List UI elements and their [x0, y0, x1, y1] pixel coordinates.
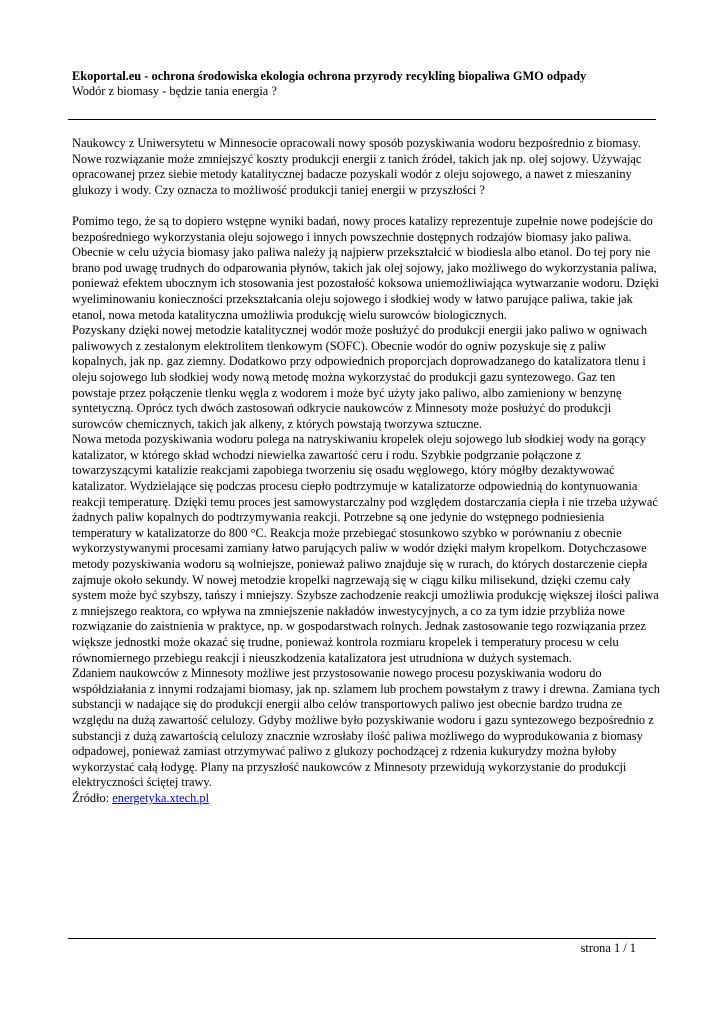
article-body [72, 136, 662, 807]
source-label: Źródło: [72, 790, 113, 805]
article-paragraph: Pozyskany dzięki nowej metodzie katalitycznej wodór może posłużyć do produkcji energii jako paliwo w ogniwach paliwowych z zestalonym elektrolitem tlenkowym (SOFC). Obecnie wodór do ogniw pozyskuje się z paliw kopalnych, jak np. gaz ziemny. Dodatkowo przy odpowiednich proporcjach doprowadzanego do katalizatora tlenu i oleju sojowego lub słodkiej wody nową metodę można wykorzystać do produkcji gazu syntezowego. Gaz ten powstaje przez połączenie tlenku węgla z wodorem i może być użyty jako paliwo, albo zamieniony w benzynę syntetyczną. Oprócz tych dwóch zastosowań odkrycie naukowców z Minnesoty może posłużyć do produkcji surowców chemicznych, takich jak alkeny, z których powstają tworzywa sztuczne. [72, 323, 648, 431]
header-divider [68, 119, 656, 120]
source-link[interactable]: energetyka.xtech.pl [112, 790, 210, 805]
article-paragraph: Zdaniem naukowców z Minnesoty możliwe jest przystosowanie nowego procesu pozyskiwania wodoru do współdziałania z innymi rodzajami biomasy, jak np. szlamem lub prochem powstałym z trawy i drewna. Zamiana tych substancji w nadające się do produkcji energii albo celów transportowych paliwo jest obecnie bardzo trudna ze względu na dużą zawartość celulozy. Gdyby możliwe było pozyskiwanie wodoru i gazu syntezowego bezpośrednio z substancji z dużą zawartością celulozy znacznie wzrosłaby ilość paliwa możliwego do wyprodukowania z biomasy odpadowej, ponieważ zamiast otrzymywać paliwo z glukozy pochodzącej z rdzenia kukurydzy można byłoby wykorzystać całą łodygę. Plany na przyszłość naukowców z Minnesoty przewidują wykorzystanie do produkcji elektryczności ściętej trawy. [72, 666, 660, 790]
article-paragraph: Nowa metoda pozyskiwania wodoru polega na natryskiwaniu kropelek oleju sojowego lub słodkiej wody na gorący katalizator, w którego skład wchodzi niewielka zawartość ceru i rodu. Szybkie podgrzanie połączone z towarzyszącymi katalizie reakcjami zapobiega tworzeniu się osadu węglowego, który mógłby dezaktywować katalizator. Wydzielające się podczas procesu ciepło podtrzymuje w katalizatorze odpowiednią do kontynuowania reakcji temperaturę. Dzięki temu proces jest samowystarczalny pod względem dostarczania ciepła i nie trzeba używać żadnych paliw kopalnych do podtrzymywania reakcji. Potrzebne są one jedynie do wstępnego podniesienia temperatury w katalizatorze do 800 °C. Reakcja może przebiegać stosunkowo szybko w porównaniu z obecnie wykorzystywanymi procesami zamiany łatwo parujących paliw w wodór dzięki małym kropelkom. Dotychczasowe metody pozyskiwania wodoru są wolniejsze, ponieważ paliwo znajduje się w rurach, do których dostarczenie ciepła zajmuje około sekundy. W nowej metodzie kropelki nagrzewają się w ciągu kilku milisekund, dzięki czemu cały system może być szybszy, tańszy i mniejszy. Szybsze zachodzenie reakcji umożliwia produkcję większej ilości paliwa z mniejszego reaktora, co wpływa na zmniejszenie nakładów inwestycyjnych, a co za tym idzie przybliża nowe rozwiązanie do zaistnienia w praktyce, np. w gospodarstwach rolnych. Jednak zastosowanie tego rozwiązania przez większe jednostki może okazać się trudne, ponieważ kontrola rozmiaru kropelek i temperatury procesu w celu równomiernego przebiegu reakcji i nieuszkodzenia katalizatora jest utrudniona w dużych systemach. [72, 432, 659, 665]
article-title: Wodór z biomasy - będzie tania energia ? [72, 84, 277, 98]
footer-divider [68, 938, 656, 939]
article-paragraph-intro: Naukowcy z Uniwersytetu w Minnesocie opracowali nowy sposób pozyskiwania wodoru bezpośrednio z biomasy. Nowe rozwiązanie może zmniejszyć koszty produkcji energii z tanich źródeł, takich jak np. olej sojowy. Używając opracowanej przez siebie metody katalitycznej badacze pozyskali wodór z oleju sojowego, a nawet z mieszaniny glukozy i wody. Czy oznacza to możliwość produkcji taniej energii w przyszłości ? [72, 136, 642, 197]
source-line [72, 791, 662, 807]
article-paragraph: Pomimo tego, że są to dopiero wstępne wyniki badań, nowy proces katalizy reprezentuje zupełnie nowe podejście do bezpośredniego wykorzystania oleju sojowego i innych powszechnie dostępnych rodzajów biomasy jako paliwa. Obecnie w celu użycia biomasy jako paliwa należy ją najpierw przekształcić w biodiesla albo etanol. Do tej pory nie brano pod uwagę trudnych do odparowania płynów, takich jak olej sojowy, jako możliwego do wykorzystania paliwa, ponieważ efektem ubocznym ich stosowania jest pozostałość koksowa uniemożliwiająca wytwarzanie wodoru. Dzięki wyeliminowaniu konieczności przekształcania oleju sojowego i słodkiej wody w łatwo parujące paliwa, takie jak etanol, nowa metoda katalityczna umożliwia produkcję wielu surowców biologicznych. [72, 213, 659, 322]
site-title: Ekoportal.eu - ochrona środowiska ekologia ochrona przyrody recykling biopaliwa GMO odpady [72, 69, 587, 83]
page-header [72, 69, 672, 99]
page-number: strona 1 / 1 [580, 941, 636, 955]
